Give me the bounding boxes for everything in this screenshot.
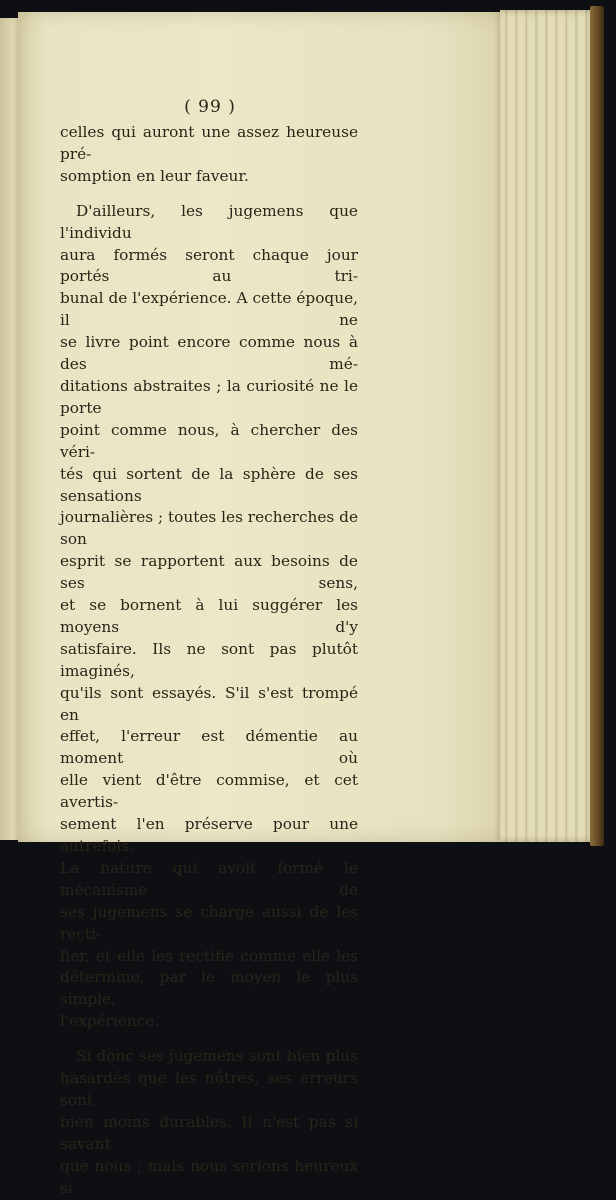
text-line: point comme nous, à chercher des véri- [60, 420, 358, 461]
text-line: ditations abstraites ; la curiosité ne le porte [60, 376, 358, 417]
text-line: se livre point encore comme nous à des mé- [60, 333, 358, 374]
text-line: et se bornent à lui suggérer les moyens d'y [60, 596, 358, 636]
text-line: journalières ; toutes les recherches de son [60, 508, 358, 549]
text-line: esprit se rapportent aux besoins de ses sens, [60, 552, 358, 593]
text-line: effet, l'erreur est démentie au moment où [60, 727, 358, 768]
text-line: que nous ; mais nous serions heureux si [60, 1156, 358, 1197]
text-line: fier, et elle les rectifie comme elle les [60, 946, 358, 965]
text-line: aura formés seront chaque jour portés au tri- [60, 245, 358, 286]
text-line: qu'ils sont essayés. S'il s'est trompé en [60, 683, 358, 724]
text-line: D'ailleurs, les jugemens que l'individu [60, 201, 358, 242]
page-text [60, 122, 358, 1200]
text-line: bien moins durables. Il n'est pas si savant [60, 1112, 358, 1153]
text-line: l'expérience. [60, 1012, 160, 1031]
text-line: elle vient d'être commise, et cet avertis- [60, 771, 358, 812]
text-line: sement l'en préserve pour une autrefois. [60, 815, 358, 855]
text-line: Si donc ses jugemens sont bien plus [76, 1047, 358, 1066]
book-cover-edge [590, 6, 604, 846]
text-line: somption en leur faveur. [60, 166, 249, 185]
text-line: ses jugemens se charge aussi de les recti- [60, 902, 358, 943]
text-line: satisfaire. Ils ne sont pas plutôt imaginés, [60, 639, 358, 680]
text-line: tés qui sortent de la sphère de ses sensations [60, 464, 358, 505]
text-line: La nature qui avoit formé le mécanisme de [60, 858, 358, 899]
text-line: bunal de l'expérience. A cette époque, il ne [60, 289, 358, 330]
text-line: hasardés que les nôtres, ses erreurs sont [60, 1069, 358, 1109]
text-line: détermine, par le moyen le plus simple, [60, 968, 358, 1009]
page-number: ( 99 ) [184, 97, 236, 117]
text-line: celles qui auront une assez heureuse pré- [60, 123, 358, 163]
page-stack-edges [500, 10, 596, 842]
